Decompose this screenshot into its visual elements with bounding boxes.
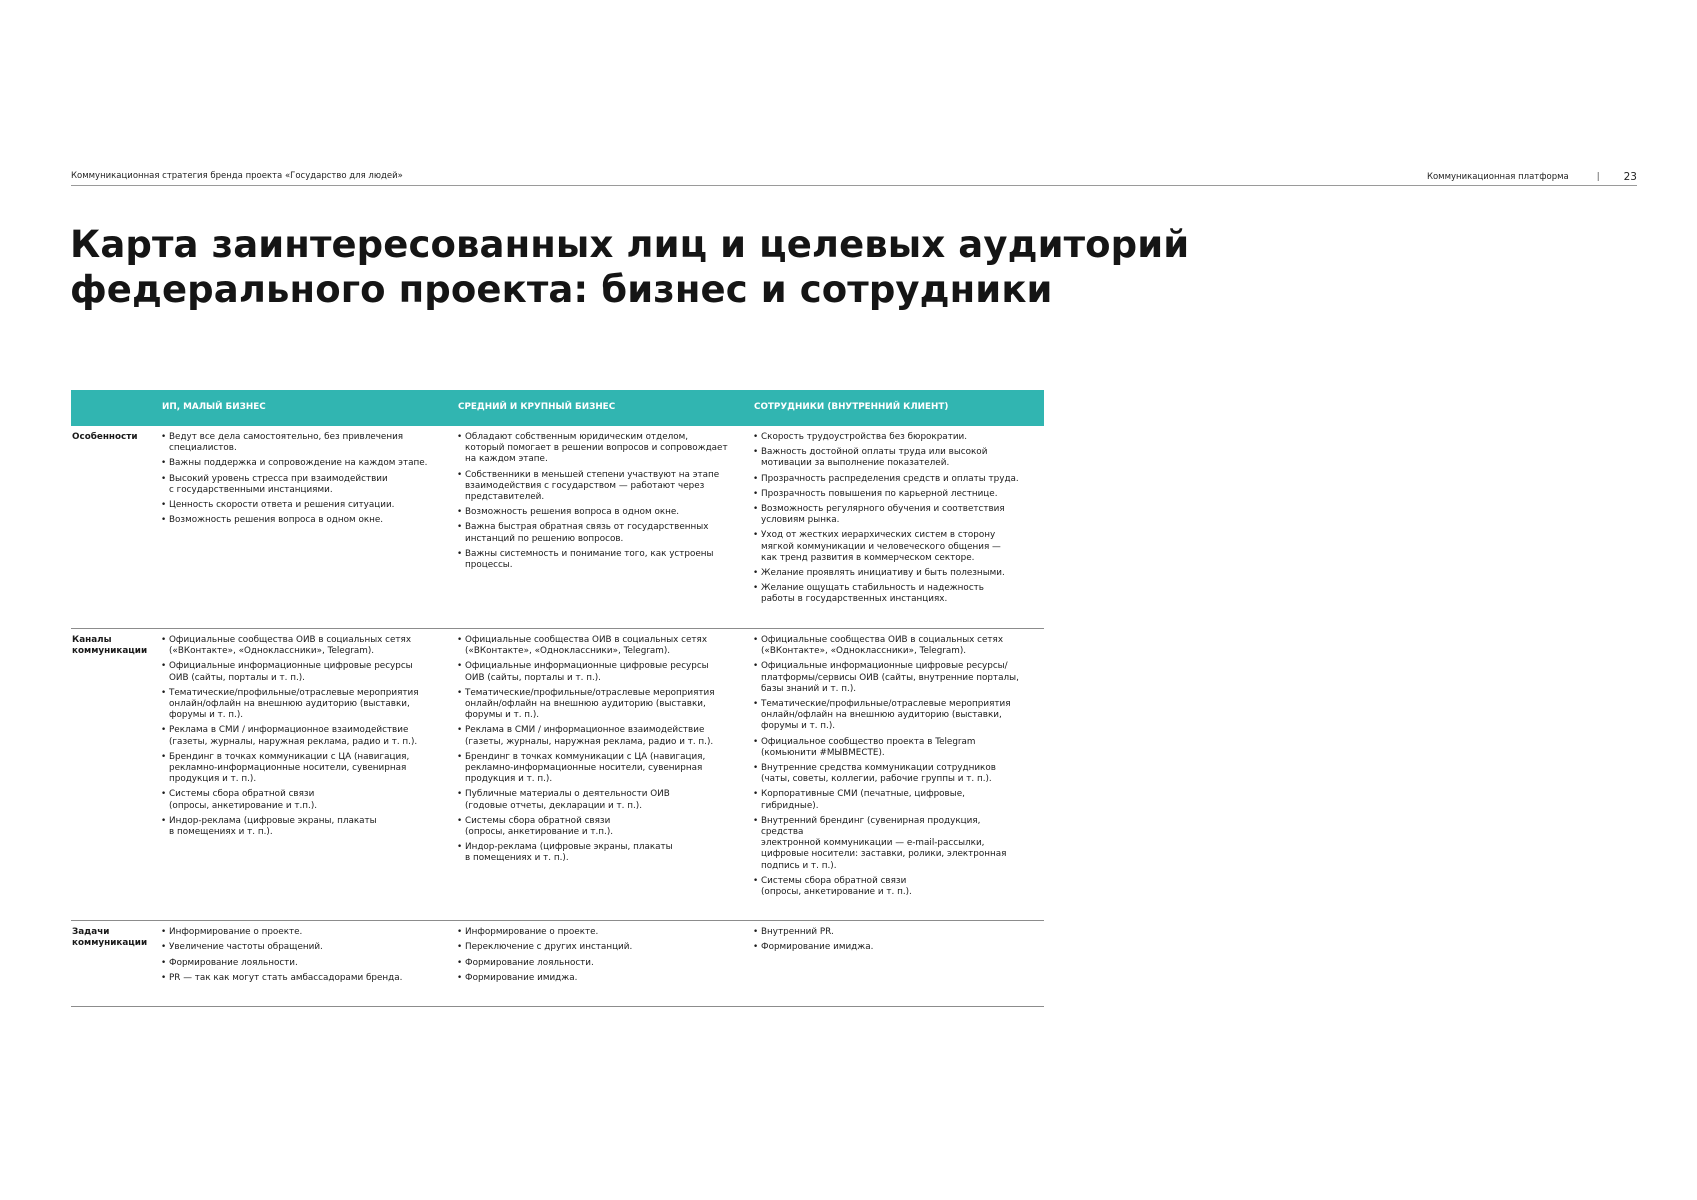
bullet-list bbox=[753, 927, 1043, 953]
document-title: Коммуникационная стратегия бренда проекта «Государство для людей» bbox=[71, 171, 403, 181]
bullet-item: • Скорость трудоустройства без бюрократии. bbox=[753, 432, 1025, 443]
bullet-item: • Публичные материалы о деятельности ОИВ (годовые отчеты, декларации и т. п.). bbox=[457, 789, 733, 811]
bullet-item: • Важны системность и понимание того, как устроены процессы. bbox=[457, 549, 733, 571]
bullet-item: • Тематические/профильные/отраслевые мероприятия онлайн/офлайн на внешнюю аудиторию (выставки, форумы и т. п.). bbox=[161, 688, 437, 722]
running-header bbox=[71, 171, 1637, 186]
bullet-list bbox=[753, 432, 1043, 606]
bullet-item: • Брендинг в точках коммуникации с ЦА (навигация, рекламно-информационные носители, сувенирная продукция и т. п.). bbox=[457, 752, 733, 786]
page-title bbox=[70, 222, 1189, 312]
table-row bbox=[71, 921, 1044, 1007]
bullet-item: • Индор-реклама (цифровые экраны, плакаты в помещениях и т. п.). bbox=[161, 816, 437, 838]
bullet-item: • Прозрачность повышения по карьерной лестнице. bbox=[753, 489, 1025, 500]
bullet-item: • Желание ощущать стабильность и надежность работы в государственных инстанциях. bbox=[753, 583, 1025, 605]
bullet-item: • Внутренний PR. bbox=[753, 927, 1025, 938]
bullet-item: • PR — так как могут стать амбассадорами бренда. bbox=[161, 973, 437, 984]
bullet-item: • Официальные информационные цифровые ресурсы ОИВ (сайты, порталы и т. п.). bbox=[457, 661, 733, 683]
bullet-item: • Корпоративные СМИ (печатные, цифровые, гибридные). bbox=[753, 789, 1025, 811]
bullet-list bbox=[161, 635, 455, 838]
table-header-row bbox=[71, 390, 1044, 426]
bullet-item: • Формирование лояльности. bbox=[457, 958, 733, 969]
bullet-item: • Реклама в СМИ / информационное взаимодействие (газеты, журналы, наружная реклама, радио и т. п.). bbox=[161, 725, 437, 747]
bullet-item: • Системы сбора обратной связи (опросы, анкетирование и т. п.). bbox=[753, 876, 1025, 898]
bullet-list bbox=[161, 432, 455, 526]
table-cell bbox=[752, 921, 1044, 1007]
bullet-list bbox=[457, 635, 751, 865]
bullet-item: • Переключение с других инстанций. bbox=[457, 942, 733, 953]
table-cell bbox=[160, 629, 456, 921]
table-cell bbox=[160, 426, 456, 629]
table-cell bbox=[752, 629, 1044, 921]
column-header: ИП, МАЛЫЙ БИЗНЕС bbox=[160, 390, 456, 426]
bullet-item: • Официальные сообщества ОИВ в социальных сетях («ВКонтакте», «Одноклассники», Telegram). bbox=[161, 635, 437, 657]
bullet-item: • Индор-реклама (цифровые экраны, плакаты в помещениях и т. п.). bbox=[457, 842, 733, 864]
bullet-item: • Собственники в меньшей степени участвуют на этапе взаимодействия с государством — работают через представителей. bbox=[457, 470, 733, 504]
bullet-item: • Официальные информационные цифровые ресурсы ОИВ (сайты, порталы и т. п.). bbox=[161, 661, 437, 683]
bullet-item: • Тематические/профильные/отраслевые мероприятия онлайн/офлайн на внешнюю аудиторию (выставки, форумы и т. п.). bbox=[753, 699, 1025, 733]
column-header: СОТРУДНИКИ (ВНУТРЕННИЙ КЛИЕНТ) bbox=[752, 390, 1044, 426]
header-separator: | bbox=[1596, 172, 1600, 182]
bullet-item: • Ведут все дела самостоятельно, без привлечения специалистов. bbox=[161, 432, 437, 454]
bullet-list bbox=[161, 927, 455, 984]
bullet-item: • Формирование лояльности. bbox=[161, 958, 437, 969]
bullet-item: • Формирование имиджа. bbox=[753, 942, 1025, 953]
bullet-item: • Реклама в СМИ / информационное взаимодействие (газеты, журналы, наружная реклама, радио и т. п.). bbox=[457, 725, 733, 747]
bullet-item: • Официальное сообщество проекта в Telegram (комьюнити #МЫВМЕСТЕ). bbox=[753, 737, 1025, 759]
bullet-item: • Возможность решения вопроса в одном окне. bbox=[161, 515, 437, 526]
bullet-item: • Желание проявлять инициативу и быть полезными. bbox=[753, 568, 1025, 579]
table-cell bbox=[456, 921, 752, 1007]
bullet-item: • Официальные информационные цифровые ресурсы/ платформы/сервисы ОИВ (сайты, внутренние порталы, базы знаний и т. п.). bbox=[753, 661, 1025, 695]
bullet-item: • Тематические/профильные/отраслевые мероприятия онлайн/офлайн на внешнюю аудиторию (выставки, форумы и т. п.). bbox=[457, 688, 733, 722]
bullet-item: • Системы сбора обратной связи (опросы, анкетирование и т.п.). bbox=[457, 816, 733, 838]
bullet-item: • Информирование о проекте. bbox=[457, 927, 733, 938]
bullet-item: • Внутренние средства коммуникации сотрудников (чаты, советы, коллегии, рабочие группы и т. п.). bbox=[753, 763, 1025, 785]
header-right bbox=[1427, 171, 1637, 183]
bullet-item: • Формирование имиджа. bbox=[457, 973, 733, 984]
table-cell bbox=[752, 426, 1044, 629]
bullet-list bbox=[457, 927, 751, 984]
bullet-item: • Информирование о проекте. bbox=[161, 927, 437, 938]
bullet-item: • Важность достойной оплаты труда или высокой мотивации за выполнение показателей. bbox=[753, 447, 1025, 469]
bullet-item: • Возможность решения вопроса в одном окне. bbox=[457, 507, 733, 518]
header-corner-cell bbox=[71, 390, 160, 426]
bullet-item: • Важна быстрая обратная связь от государственных инстанций по решению вопросов. bbox=[457, 522, 733, 544]
table-cell bbox=[160, 921, 456, 1007]
table-row bbox=[71, 426, 1044, 629]
table-cell bbox=[456, 629, 752, 921]
bullet-item: • Ценность скорости ответа и решения ситуации. bbox=[161, 500, 437, 511]
bullet-item: • Обладают собственным юридическим отделом, который помогает в решении вопросов и сопровождает на каждом этапе. bbox=[457, 432, 733, 466]
bullet-item: • Важны поддержка и сопровождение на каждом этапе. bbox=[161, 458, 437, 469]
bullet-item: • Увеличение частоты обращений. bbox=[161, 942, 437, 953]
bullet-item: • Внутренний брендинг (сувенирная продукция, средства электронной коммуникации — e-mail-рассылки, цифровые носители: заставки, ролики, электронная подпись и т. п.). bbox=[753, 816, 1025, 872]
row-label: Задачи коммуникации bbox=[71, 921, 160, 1007]
bullet-item: • Официальные сообщества ОИВ в социальных сетях («ВКонтакте», «Одноклассники», Telegram). bbox=[753, 635, 1025, 657]
table-cell bbox=[456, 426, 752, 629]
row-label: Каналы коммуникации bbox=[71, 629, 160, 921]
row-label: Особенности bbox=[71, 426, 160, 629]
bullet-item: • Прозрачность распределения средств и оплаты труда. bbox=[753, 474, 1025, 485]
bullet-list bbox=[753, 635, 1043, 898]
bullet-item: • Высокий уровень стресса при взаимодействии с государственными инстанциями. bbox=[161, 474, 437, 496]
page-number: 23 bbox=[1623, 171, 1637, 183]
column-header: СРЕДНИЙ И КРУПНЫЙ БИЗНЕС bbox=[456, 390, 752, 426]
stakeholder-table bbox=[71, 390, 1044, 1007]
page-title-line-1: Карта заинтересованных лиц и целевых аудиторий bbox=[70, 223, 1190, 266]
bullet-item: • Уход от жестких иерархических систем в сторону мягкой коммуникации и человеческого общения — как тренд развития в коммерческом секторе. bbox=[753, 530, 1025, 564]
section-name: Коммуникационная платформа bbox=[1426, 172, 1569, 182]
bullet-item: • Системы сбора обратной связи (опросы, анкетирование и т.п.). bbox=[161, 789, 437, 811]
bullet-item: • Возможность регулярного обучения и соответствия условиям рынка. bbox=[753, 504, 1025, 526]
table-row bbox=[71, 629, 1044, 921]
bullet-list bbox=[457, 432, 751, 571]
bullet-item: • Брендинг в точках коммуникации с ЦА (навигация, рекламно-информационные носители, сувенирная продукция и т. п.). bbox=[161, 752, 437, 786]
bullet-item: • Официальные сообщества ОИВ в социальных сетях («ВКонтакте», «Одноклассники», Telegram). bbox=[457, 635, 733, 657]
page-title-line-2: федерального проекта: бизнес и сотрудники bbox=[70, 268, 1053, 311]
